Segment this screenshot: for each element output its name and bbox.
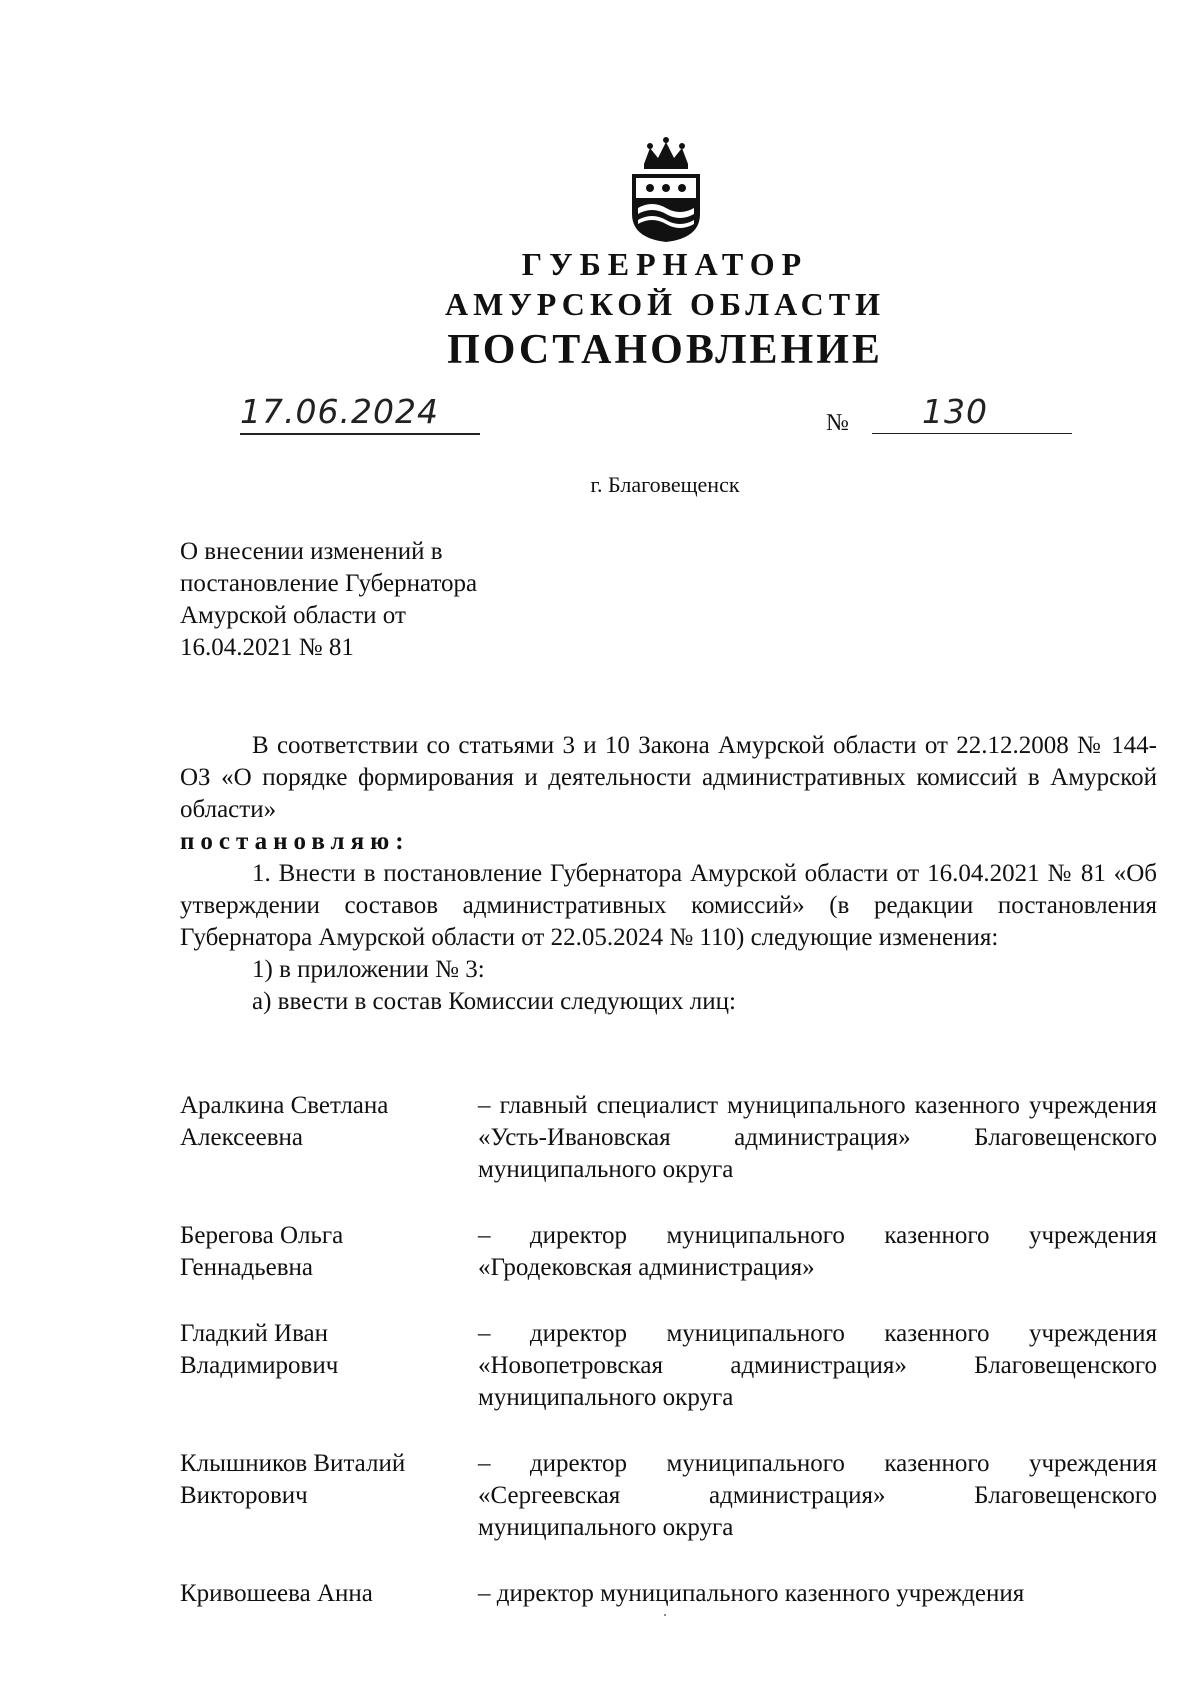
member-row [180, 1318, 1157, 1414]
commission-members-list [180, 1090, 1157, 1644]
decree-word: постановляю: [180, 828, 410, 855]
member-name: Берегова Ольга Геннадьевна [180, 1222, 344, 1281]
member-position: – директор муниципального казенного учреждения «Гродековская администрация» [478, 1222, 1157, 1281]
amur-region-coat-of-arms-icon [624, 134, 708, 244]
member-position: – главный специалист муниципального казенного учреждения «Усть-Ивановская администрация» Благовещенского муниципального округа [478, 1092, 1157, 1183]
member-position: – директор муниципального казенного учреждения «Сергеевская администрация» Благовещенского муниципального округа [478, 1450, 1157, 1541]
city-name: г. Благовещенск [590, 472, 740, 497]
clause-1-paragraph: 1. Внести в постановление Губернатора Амурской области от 16.04.2021 № 81 «Об утверждении составов административных комиссий» (в редакции постановления Губернатора Амурской области от 22.05.2024 № 110) следующие изменения: [180, 860, 1157, 951]
member-row [180, 1220, 1157, 1284]
number-label: № [826, 410, 849, 436]
handwritten-date: 17.06.2024 [240, 392, 480, 435]
clause-1-1-paragraph: 1) в приложении № 3: [252, 956, 485, 983]
subject-line: О внесении изменений в [180, 538, 443, 565]
header-governor: ГУБЕРНАТОР [521, 246, 809, 282]
member-name: Гладкий Иван Владимирович [180, 1320, 339, 1379]
document-subject [180, 536, 600, 664]
member-row [180, 1090, 1157, 1186]
page-mark [664, 1614, 666, 1616]
member-position: – директор муниципального казенного учреждения [478, 1580, 1025, 1607]
handwritten-number: 130 [872, 392, 1072, 434]
member-position: – директор муниципального казенного учреждения «Новопетровская администрация» Благовещенского муниципального округа [478, 1320, 1157, 1411]
subject-line: постановление Губернатора [180, 570, 478, 597]
member-row [180, 1448, 1157, 1544]
preamble-paragraph: В соответствии со статьями 3 и 10 Закона Амурской области от 22.12.2008 № 144-ОЗ «О порядке формирования и деятельности административных комиссий в Амурской области» [180, 732, 1157, 823]
member-name: Клышников Виталий Викторович [180, 1450, 406, 1509]
clause-1-1-a-paragraph: а) ввести в состав Комиссии следующих лиц: [252, 988, 736, 1015]
subject-line: 16.04.2021 № 81 [180, 634, 354, 661]
document-type-title: ПОСТАНОВЛЕНИЕ [447, 327, 883, 373]
member-name: Кривошеева Анна [180, 1580, 373, 1607]
member-name: Аралкина Светлана Алексеевна [180, 1092, 389, 1151]
document-body [180, 730, 1157, 1018]
member-row [180, 1578, 1157, 1610]
subject-line: Амурской области от [180, 602, 406, 629]
header-region: АМУРСКОЙ ОБЛАСТИ [445, 286, 885, 322]
